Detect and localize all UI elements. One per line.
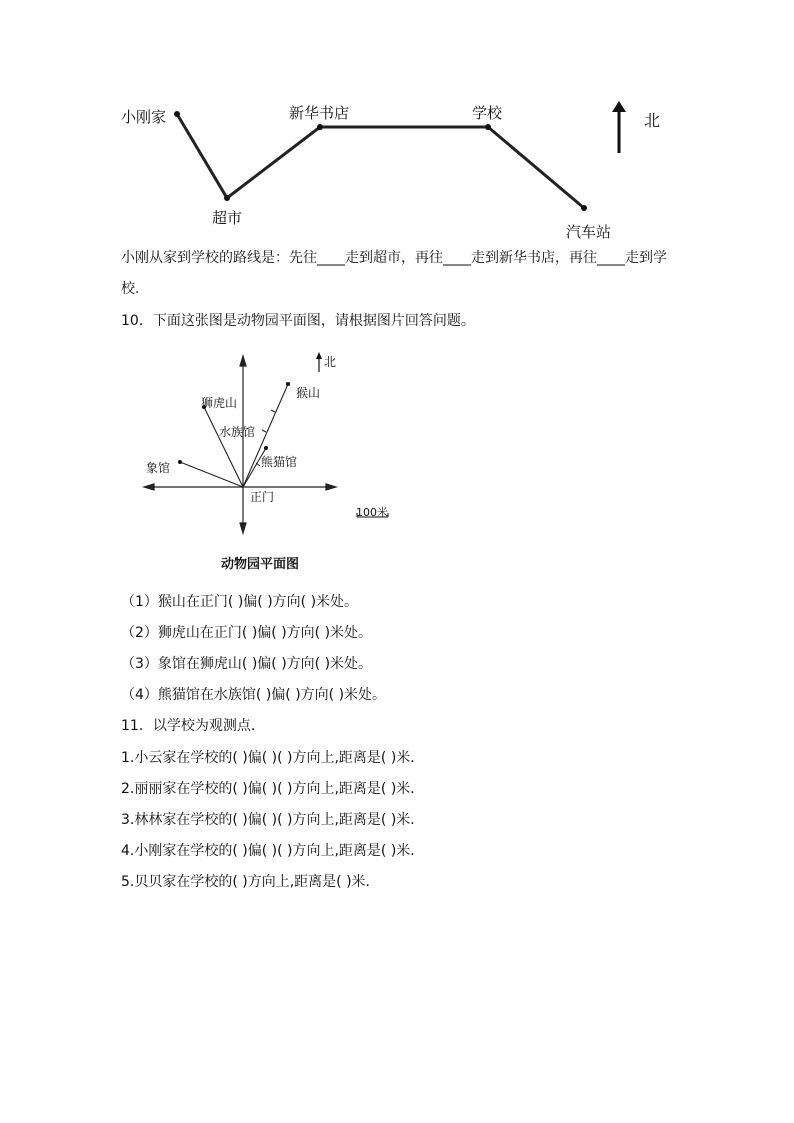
zoo-label-lion-tiger-hill: 狮虎山 [201,396,238,410]
zoo-map [0,0,794,560]
zoo-label-panda-house: 熊猫馆 [261,455,298,469]
label-supermarket: 超市 [212,209,243,227]
q11-item-4: 4.小刚家在学校的( )偏( )( )方向上,距离是( )米． [121,843,425,859]
zoo-label-north: 北 [324,355,337,369]
zoo-label-elephant-house: 象馆 [146,461,171,475]
q10-item-2: （2）狮虎山在正门( )偏( )方向( )米处。 [121,625,373,641]
label-home: 小刚家 [121,108,167,126]
zoo-label-aquarium: 水族馆 [219,425,256,439]
label-bus-station: 汽车站 [566,223,612,241]
axes [144,356,336,533]
q11-item-2: 2.丽丽家在学校的( )偏( )( )方向上,距离是( )米． [121,781,425,797]
zoo-label-main-gate: 正门 [250,490,275,504]
q10-item-4: （4）熊猫馆在水族馆( )偏( )方向( )米处。 [121,687,387,703]
q11-item-1: 1.小云家在学校的( )偏( )( )方向上,距离是( )米． [121,750,425,766]
zoo-label-scale: 100米 [356,506,388,519]
route-question-line2: 校. [121,281,140,297]
route-question-line1: 小刚从家到学校的路线是：先往____走到超市，再往____走到新华书店，再往____走到学 [121,250,667,266]
q10-title: 10．下面这张图是动物园平面图，请根据图片回答问题。 [121,313,475,329]
q11-title: 11．以学校为观测点． [121,718,265,734]
label-school: 学校 [472,104,503,122]
zoo-map-caption: 动物园平面图 [221,557,300,572]
q11-item-5: 5.贝贝家在学校的( )方向上,距离是( )米． [121,874,380,890]
zoo-label-monkey-hill: 猴山 [296,386,321,400]
label-bookstore: 新华书店 [289,104,350,122]
q10-item-1: （1）猴山在正门( )偏( )方向( )米处。 [121,594,359,610]
q10-item-3: （3）象馆在狮虎山( )偏( )方向( )米处。 [121,656,373,672]
zoo-north-arrow-icon [316,352,322,372]
label-north: 北 [644,111,661,130]
q11-item-3: 3.林林家在学校的( )偏( )( )方向上,距离是( )米． [121,812,425,828]
